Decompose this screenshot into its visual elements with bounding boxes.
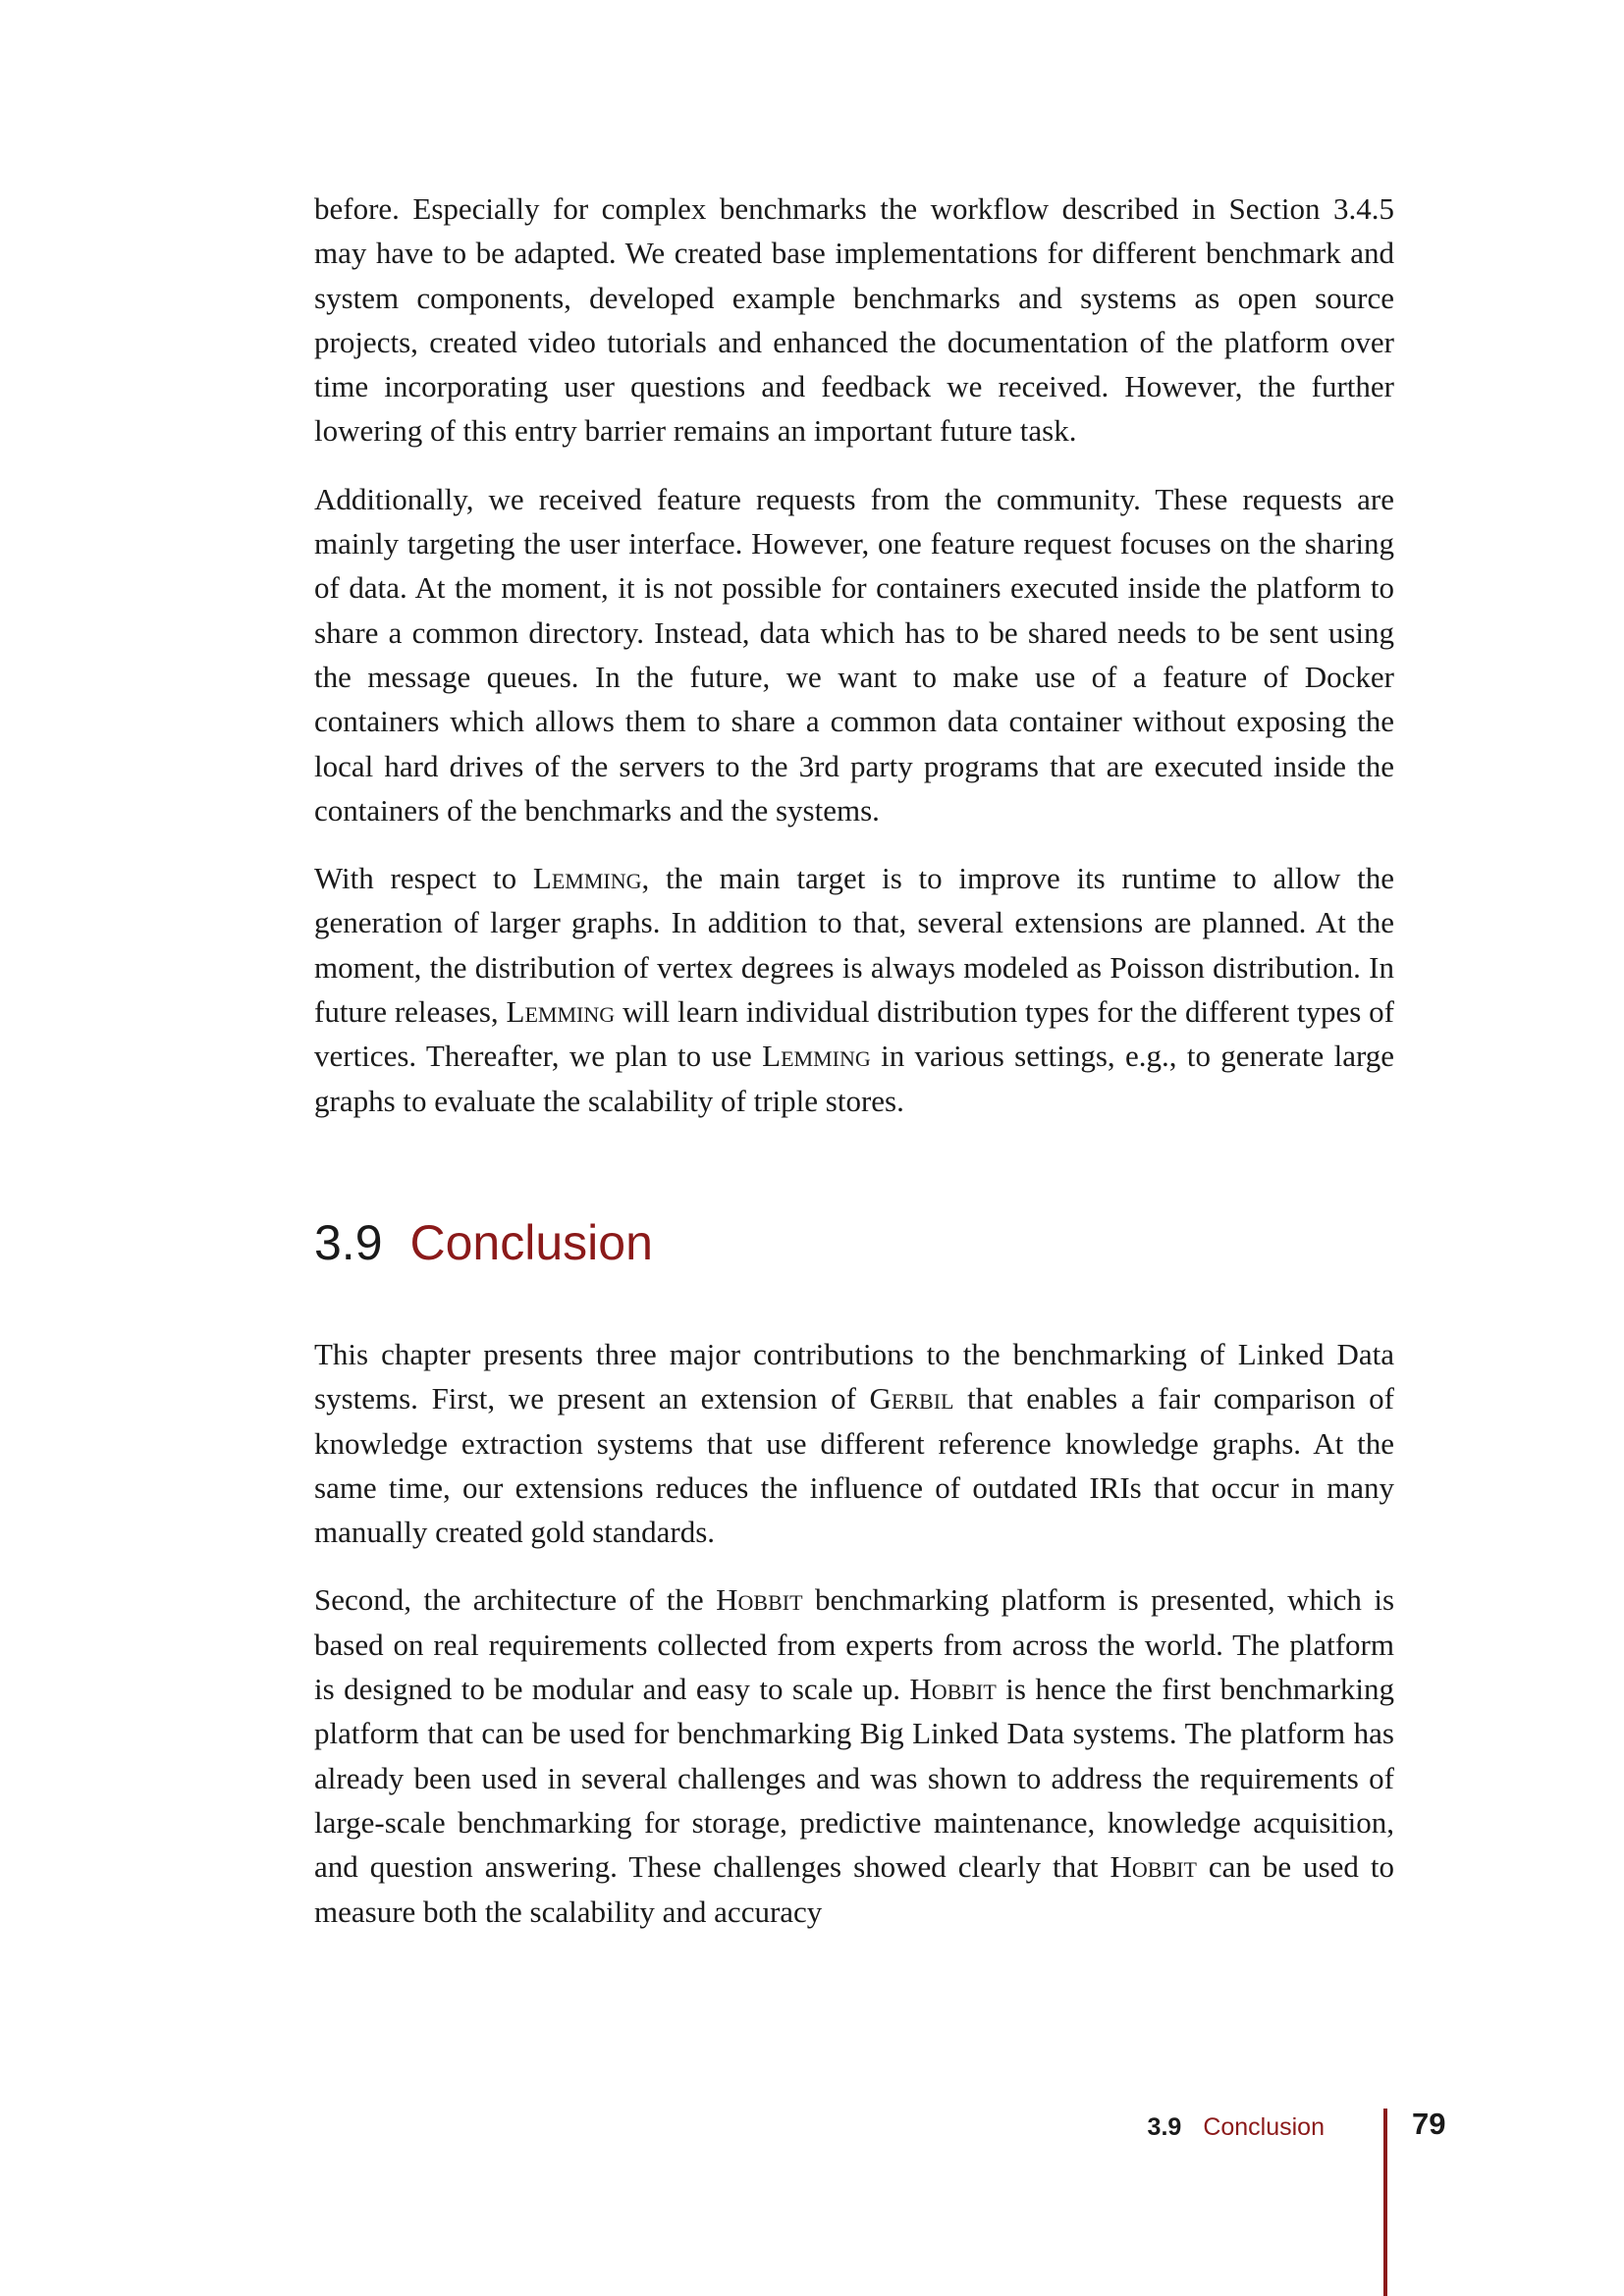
footer-section-title: Conclusion: [1203, 2113, 1325, 2141]
lemming-name: Lemming: [762, 1039, 871, 1074]
paragraph-lemming: [314, 856, 1394, 1123]
text-fragment: is hence the first benchmarking platform that can be used for benchmarking Big Linked Data systems. The platform has already been used in several challenges and was shown to address the requirements of large-scale benchmarking for storage, predictive maintenance, knowledge acquisition, and question answering. These challenges showed clearly that: [314, 1672, 1395, 1885]
lemming-name: Lemming: [532, 861, 642, 896]
lower-text-block: [314, 1332, 1394, 1957]
running-footer: [1148, 2112, 1325, 2142]
hobbit-name: Hobbit: [716, 1582, 803, 1618]
paragraph-feature-requests: Additionally, we received feature requests from the community. These requests are mainly targeting the user interface. However, one feature request focuses on the sharing of data. At the moment, it is not possible for containers executed inside the platform to share a common directory. Instead, data which has to be shared needs to be sent using the message queues. In the future, we want to make use of a feature of Docker containers which allows them to share a common data container without exposing the local hard drives of the servers to the 3rd party programs that are executed inside the containers of the benchmarks and the systems.: [314, 481, 1394, 828]
footer-section-number: 3.9: [1147, 2113, 1182, 2141]
paragraph-gerbil: [314, 1332, 1394, 1554]
gerbil-name: Gerbil: [869, 1381, 954, 1416]
section-number: 3.9: [314, 1215, 383, 1270]
text-fragment: With respect to: [314, 861, 533, 896]
text-fragment: Second, the architecture of the: [314, 1582, 717, 1618]
text-fragment: in various settings, e.g., to generate large graphs to evaluate the scalability of triple stores.: [314, 1039, 1394, 1118]
text-fragment: can be used to measure both the scalability and accuracy: [314, 1849, 1394, 1929]
text-fragment: benchmarking platform is presented, which is based on real requirements collected from experts from across the world. The platform is designed to be modular and easy to scale up.: [314, 1582, 1395, 1707]
lemming-name: Lemming: [506, 994, 616, 1030]
page-number: 79: [1412, 2107, 1446, 2141]
hobbit-name: Hobbit: [909, 1672, 997, 1707]
paragraph-hobbit: [314, 1577, 1394, 1933]
upper-text-block: [314, 187, 1394, 1147]
section-heading: [314, 1213, 653, 1272]
paragraph-entry-barrier: before. Especially for complex benchmarks the workflow described in Section 3.4.5 may have to be adapted. We created base implementations for different benchmark and system components, developed example benchmarks and systems as open source projects, created video tutorials and enhanced the documentation of the platform over time incorporating user questions and feedback we received. However, the further lowering of this entry barrier remains an important future task.: [314, 191, 1394, 449]
text-fragment: This chapter presents three major contributions to the benchmarking of Linked Data systems. First, we present an extension of: [314, 1337, 1394, 1416]
text-fragment: will learn individual distribution types for the different types of vertices. Thereafter, we plan to use: [314, 994, 1394, 1074]
footer-divider: [1383, 2109, 1387, 2296]
text-fragment: , the main target is to improve its runtime to allow the generation of larger graphs. In addition to that, several extensions are planned. At the moment, the distribution of vertex degrees is always modeled as Poisson distribution. In future releases,: [314, 861, 1395, 1030]
text-fragment: that enables a fair comparison of knowledge extraction systems that use different reference knowledge graphs. At the same time, our extensions reduces the influence of outdated IRIs that occur in many manually created gold standards.: [314, 1381, 1394, 1550]
hobbit-name: Hobbit: [1110, 1849, 1197, 1885]
section-title: Conclusion: [409, 1215, 653, 1270]
